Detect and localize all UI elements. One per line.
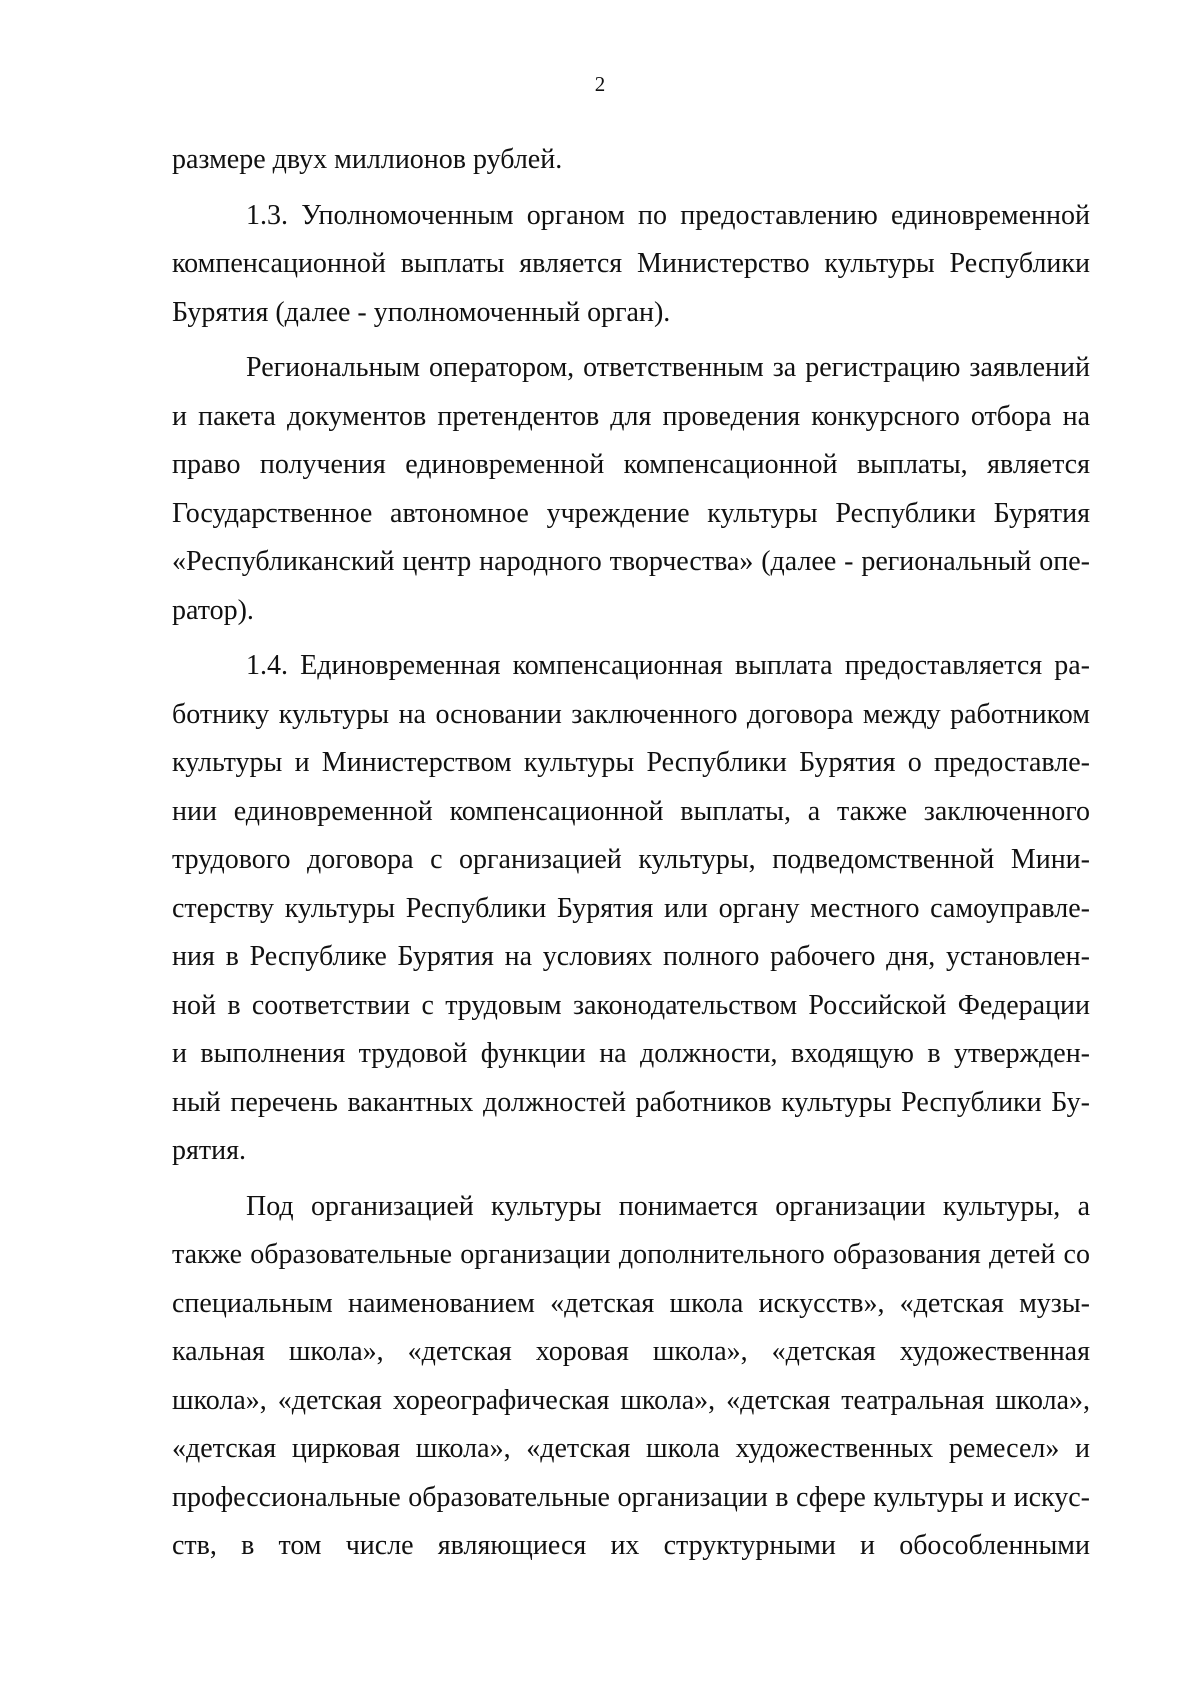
text-line: право получения единовременной компенсационной выплаты, является xyxy=(172,449,1090,480)
text-line: 1.4. Единовременная компенсационная выплата предоставляется ра- xyxy=(246,650,1090,681)
text-line: трудового договора с организацией культуры, подведомственной Мини- xyxy=(172,844,1090,875)
paragraph-p3 xyxy=(172,642,1090,1176)
text-line: Региональным оператором, ответственным за регистрацию заявлений xyxy=(246,352,1090,383)
document-body xyxy=(172,136,1090,1571)
paragraph-p4 xyxy=(172,1183,1090,1571)
text-line: «детская цирковая школа», «детская школа художественных ремесел» и xyxy=(172,1433,1090,1464)
text-line: культуры и Министерством культуры Республики Бурятия о предоставле- xyxy=(172,747,1090,778)
paragraph-p1 xyxy=(172,192,1090,338)
text-line: профессиональные образовательные организации в сфере культуры и искус- xyxy=(172,1481,1090,1513)
text-line: нии единовременной компенсационной выплаты, а также заключенного xyxy=(172,795,1090,827)
text-line: ратор). xyxy=(172,594,254,626)
text-line: ния в Республике Бурятия на условиях полного рабочего дня, установлен- xyxy=(172,941,1090,972)
text-line: и выполнения трудовой функции на должности, входящую в утвержден- xyxy=(172,1038,1090,1069)
paragraph-gap xyxy=(172,337,1090,344)
text-line: ный перечень вакантных должностей работников культуры Республики Бу- xyxy=(172,1086,1090,1118)
text-line: Под организацией культуры понимается организации культуры, а xyxy=(246,1190,1090,1222)
paragraph-gap xyxy=(172,1176,1090,1183)
paragraph-gap xyxy=(172,635,1090,642)
text-line: Бурятия (далее - уполномоченный орган). xyxy=(172,296,671,328)
text-line: компенсационной выплаты является Министерство культуры Республики xyxy=(172,248,1090,279)
paragraph-gap xyxy=(172,185,1090,192)
text-line: школа», «детская хореографическая школа», «детская театральная школа», xyxy=(172,1384,1090,1416)
text-line: и пакета документов претендентов для проведения конкурсного отбора на xyxy=(172,400,1090,432)
text-line: 1.3. Уполномоченным органом по предоставлению единовременной xyxy=(246,199,1090,231)
paragraph-p0 xyxy=(172,136,1090,185)
text-line: ств, в том числе являющиеся их структурными и обособленными xyxy=(172,1530,1090,1561)
text-line: «Республиканский центр народного творчества» (далее - региональный опе- xyxy=(172,546,1090,577)
text-line: Государственное автономное учреждение культуры Республики Бурятия xyxy=(172,497,1090,529)
page-number: 2 xyxy=(594,72,606,96)
text-line: рятия. xyxy=(172,1135,246,1166)
text-line: стерству культуры Республики Бурятия или органу местного самоуправле- xyxy=(172,892,1090,924)
text-line: размере двух миллионов рублей. xyxy=(172,144,563,175)
paragraph-p2 xyxy=(172,344,1090,635)
text-line: специальным наименованием «детская школа искусств», «детская музы- xyxy=(172,1287,1090,1319)
text-line: кальная школа», «детская хоровая школа», «детская художественная xyxy=(172,1336,1090,1367)
text-line: ной в соответствии с трудовым законодательством Российской Федерации xyxy=(172,989,1090,1021)
text-line: ботнику культуры на основании заключенного договора между работником xyxy=(172,698,1090,730)
text-line: также образовательные организации дополнительного образования детей со xyxy=(172,1239,1090,1270)
